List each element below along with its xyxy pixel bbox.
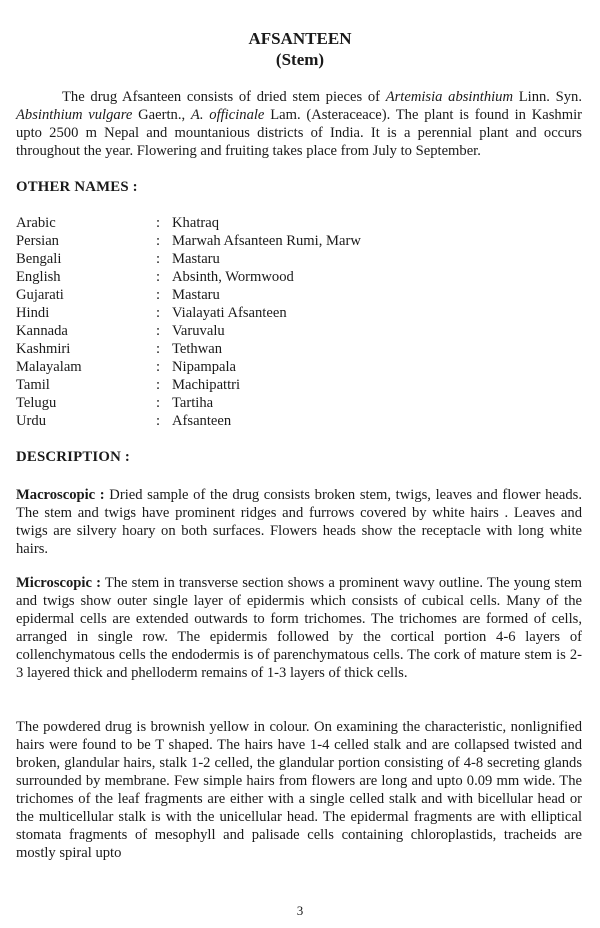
separator-colon: :	[156, 413, 161, 429]
microscopic-text: The stem in transverse section shows a prominent wavy outline. The young stem and twigs show outer single layer of epidermis which consists of cubical cells. Many of the epidermal cells are extended outwards to form trichomes. The trichomes are formed of cells, arranged in single row. The epidermis followed by the cortical portion 4-6 layers of collenchymatous cells the endodermis is of parenchymatous cells. The cork of mature stem is 2-3 layered thick and phelloderm remains of 1-3 layers of thick cells.	[16, 575, 582, 681]
language-label: Kashmiri	[16, 341, 71, 357]
other-name-row	[16, 232, 576, 250]
intro-text-4: Lam. (Asteraceace). The plant is found in Kashmir upto 2500 m Nepal and mountanious districts of India. It is a perennial plant and occurs throughout the year. Flowering and fruiting takes place from July to September.	[16, 107, 582, 159]
local-name: Machipattri	[172, 377, 241, 393]
description-heading: DESCRIPTION :	[16, 449, 131, 465]
scientific-name-1: Artemisia absinthium	[385, 89, 514, 105]
separator-colon: :	[156, 395, 161, 411]
intro-text-1: The drug Afsanteen consists of dried stem pieces of	[62, 89, 386, 105]
local-name: Varuvalu	[172, 323, 225, 339]
microscopic-label: Microscopic :	[16, 575, 101, 591]
language-label: Telugu	[16, 395, 57, 411]
other-name-row	[16, 322, 576, 340]
local-name: Mastaru	[172, 287, 220, 303]
separator-colon: :	[156, 377, 161, 393]
page-subtitle: (Stem)	[275, 50, 325, 69]
other-name-row	[16, 268, 576, 286]
language-label: Arabic	[16, 215, 56, 231]
powder-paragraph: The powdered drug is brownish yellow in colour. On examining the characteristic, nonlignified hairs were found to be T shaped. The hairs have 1-4 celled stalk and are collapsed twisted and broken, glandular hairs, stalk 1-2 celled, the glandular portion consisting of 4-8 secreting glands surrounded by membrane. Few simple hairs from flowers are long and upto 0.09 mm wide. The trichomes of the leaf fragments are either with a single celled stalk and with bicellular head or the multicellular stalk is with the unicellular head. The epidermal fragments are with elliptical stomata fragments of mesophyll and palisade cells containing chloroplastids, tracheids are mostly spiral upto	[16, 719, 582, 861]
language-label: Kannada	[16, 323, 68, 339]
other-names-heading: OTHER NAMES :	[16, 179, 138, 195]
other-name-row	[16, 250, 576, 268]
language-label: Gujarati	[16, 287, 64, 303]
separator-colon: :	[156, 233, 161, 249]
other-name-row	[16, 304, 576, 322]
local-name: Marwah Afsanteen Rumi, Marw	[172, 233, 361, 249]
other-name-row	[16, 214, 576, 232]
separator-colon: :	[156, 341, 161, 357]
intro-paragraph	[16, 88, 582, 160]
separator-colon: :	[156, 269, 161, 285]
local-name: Vialayati Afsanteen	[172, 305, 287, 321]
other-name-row	[16, 394, 576, 412]
macroscopic-label: Macroscopic :	[16, 487, 105, 503]
other-name-row	[16, 286, 576, 304]
separator-colon: :	[156, 323, 161, 339]
language-label: Bengali	[16, 251, 62, 267]
page-number: 3	[296, 903, 304, 918]
language-label: Malayalam	[16, 359, 82, 375]
scientific-name-3: A. officinale	[190, 107, 265, 123]
local-name: Nipampala	[172, 359, 237, 375]
other-names-list	[16, 214, 576, 430]
separator-colon: :	[156, 251, 161, 267]
separator-colon: :	[156, 215, 161, 231]
local-name: Absinth, Wormwood	[172, 269, 294, 285]
page-title: AFSANTEEN	[248, 29, 352, 48]
other-name-row	[16, 340, 576, 358]
intro-text-3: Gaertn.,	[132, 107, 191, 123]
local-name: Tethwan	[172, 341, 223, 357]
other-name-row	[16, 358, 576, 376]
other-name-row	[16, 376, 576, 394]
separator-colon: :	[156, 287, 161, 303]
local-name: Tartiha	[172, 395, 214, 411]
macroscopic-paragraph	[16, 486, 582, 558]
other-name-row	[16, 412, 576, 430]
language-label: Tamil	[16, 377, 50, 393]
language-label: Hindi	[16, 305, 50, 321]
local-name: Khatraq	[172, 215, 220, 231]
separator-colon: :	[156, 305, 161, 321]
intro-text-2: Linn. Syn.	[513, 89, 582, 105]
local-name: Mastaru	[172, 251, 220, 267]
microscopic-paragraph	[16, 574, 582, 682]
language-label: English	[16, 269, 61, 285]
language-label: Urdu	[16, 413, 46, 429]
scientific-name-2: Absinthium vulgare	[16, 107, 133, 123]
language-label: Persian	[16, 233, 59, 249]
local-name: Afsanteen	[172, 413, 232, 429]
separator-colon: :	[156, 359, 161, 375]
macroscopic-text: Dried sample of the drug consists broken stem, twigs, leaves and flower heads. The stem and twigs have prominent ridges and furrows covered by white hairs . Leaves and twigs are silvery hoary on both surfaces. Flowers heads show the receptacle with long white hairs.	[16, 487, 582, 557]
